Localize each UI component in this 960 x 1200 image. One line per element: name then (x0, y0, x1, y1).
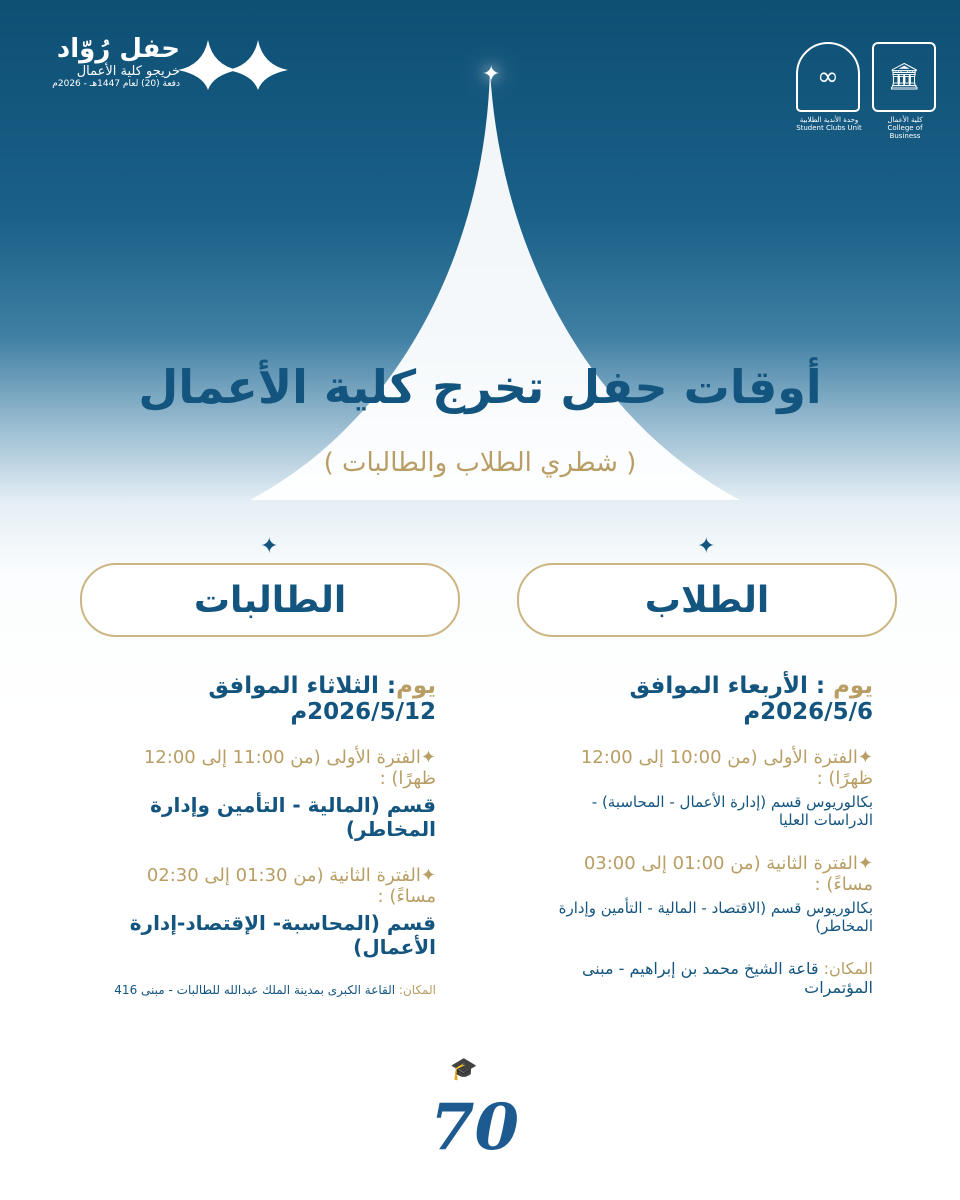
period-2-depts: قسم (المحاسبة- الإقتصاد-إدارة الأعمال) (129, 911, 436, 959)
card-heading: الطالبات (80, 563, 460, 637)
card-female-students (80, 534, 460, 1013)
logo-en: Student Clubs Unit (796, 124, 862, 132)
clubs-icon: ∞ (796, 42, 860, 112)
sparkle-icon: ✦ (482, 62, 501, 87)
card-male-students (517, 534, 897, 1013)
period-2: ✦الفترة الثانية (من 01:00 إلى 03:00 مساءً) : (583, 853, 873, 895)
day-label: يوم (396, 673, 436, 699)
period-1: ✦الفترة الأولى (من 10:00 إلى 12:00 ظهرًا) : (580, 747, 873, 789)
graduation-cap-icon: 🎓 (450, 1057, 478, 1082)
brand-mark-icon (178, 40, 288, 90)
logos (796, 42, 938, 140)
place-value: القاعة الكبرى بمدينة الملك عبدالله للطالبات - مبنى 416 (114, 983, 399, 997)
anniversary-logo: 70 (430, 1090, 520, 1165)
brand-title: حفل رُوّاد (56, 34, 180, 64)
logo-ar: وحدة الأندية الطلابية (799, 116, 859, 124)
period-2-depts: بكالوريوس قسم (الاقتصاد - المالية - التأمين وإدارة المخاطر) (558, 899, 873, 935)
place (104, 983, 436, 997)
event-brand (40, 34, 180, 89)
day-label: يوم (833, 673, 873, 699)
brand-batch: دفعة (20) لعام 1447هـ - 2026م (52, 79, 180, 89)
logo-en: College of Business (887, 124, 923, 140)
university-icon: 🏛 (872, 42, 936, 112)
diamond-icon: ✦ (697, 534, 716, 559)
period-1: ✦الفترة الأولى (من 11:00 إلى 12:00 ظهرًا) : (143, 747, 436, 789)
page-title: أوقات حفل تخرج كلية الأعمال (138, 360, 822, 414)
period-1-depts: بكالوريوس قسم (إدارة الأعمال - المحاسبة) - الدراسات العليا (591, 793, 873, 829)
student-clubs-logo (796, 42, 862, 140)
place-value: قاعة الشيخ محمد بن إبراهيم - مبنى المؤتمرات (581, 959, 873, 997)
card-day (541, 673, 873, 725)
page-subtitle: ( شطري الطلاب والطالبات ) (323, 448, 637, 478)
period-1-depts: قسم (المالية - التأمين وإدارة المخاطر) (150, 793, 436, 841)
place-label: المكان: (823, 959, 873, 978)
college-logo (872, 42, 938, 140)
period-2: ✦الفترة الثانية (من 01:30 إلى 02:30 مساءً) : (146, 865, 436, 907)
place (541, 959, 873, 997)
logo-ar: كلية الأعمال (887, 116, 923, 124)
day-value: : الثلاثاء الموافق 2026/5/12م (208, 673, 436, 725)
card-heading: الطلاب (517, 563, 897, 637)
brand-subtitle: خريجو كلية الأعمال (76, 64, 180, 79)
day-value: : الأربعاء الموافق 2026/5/6م (629, 673, 873, 725)
place-label: المكان: (398, 983, 436, 997)
card-day (104, 673, 436, 725)
diamond-icon: ✦ (260, 534, 279, 559)
